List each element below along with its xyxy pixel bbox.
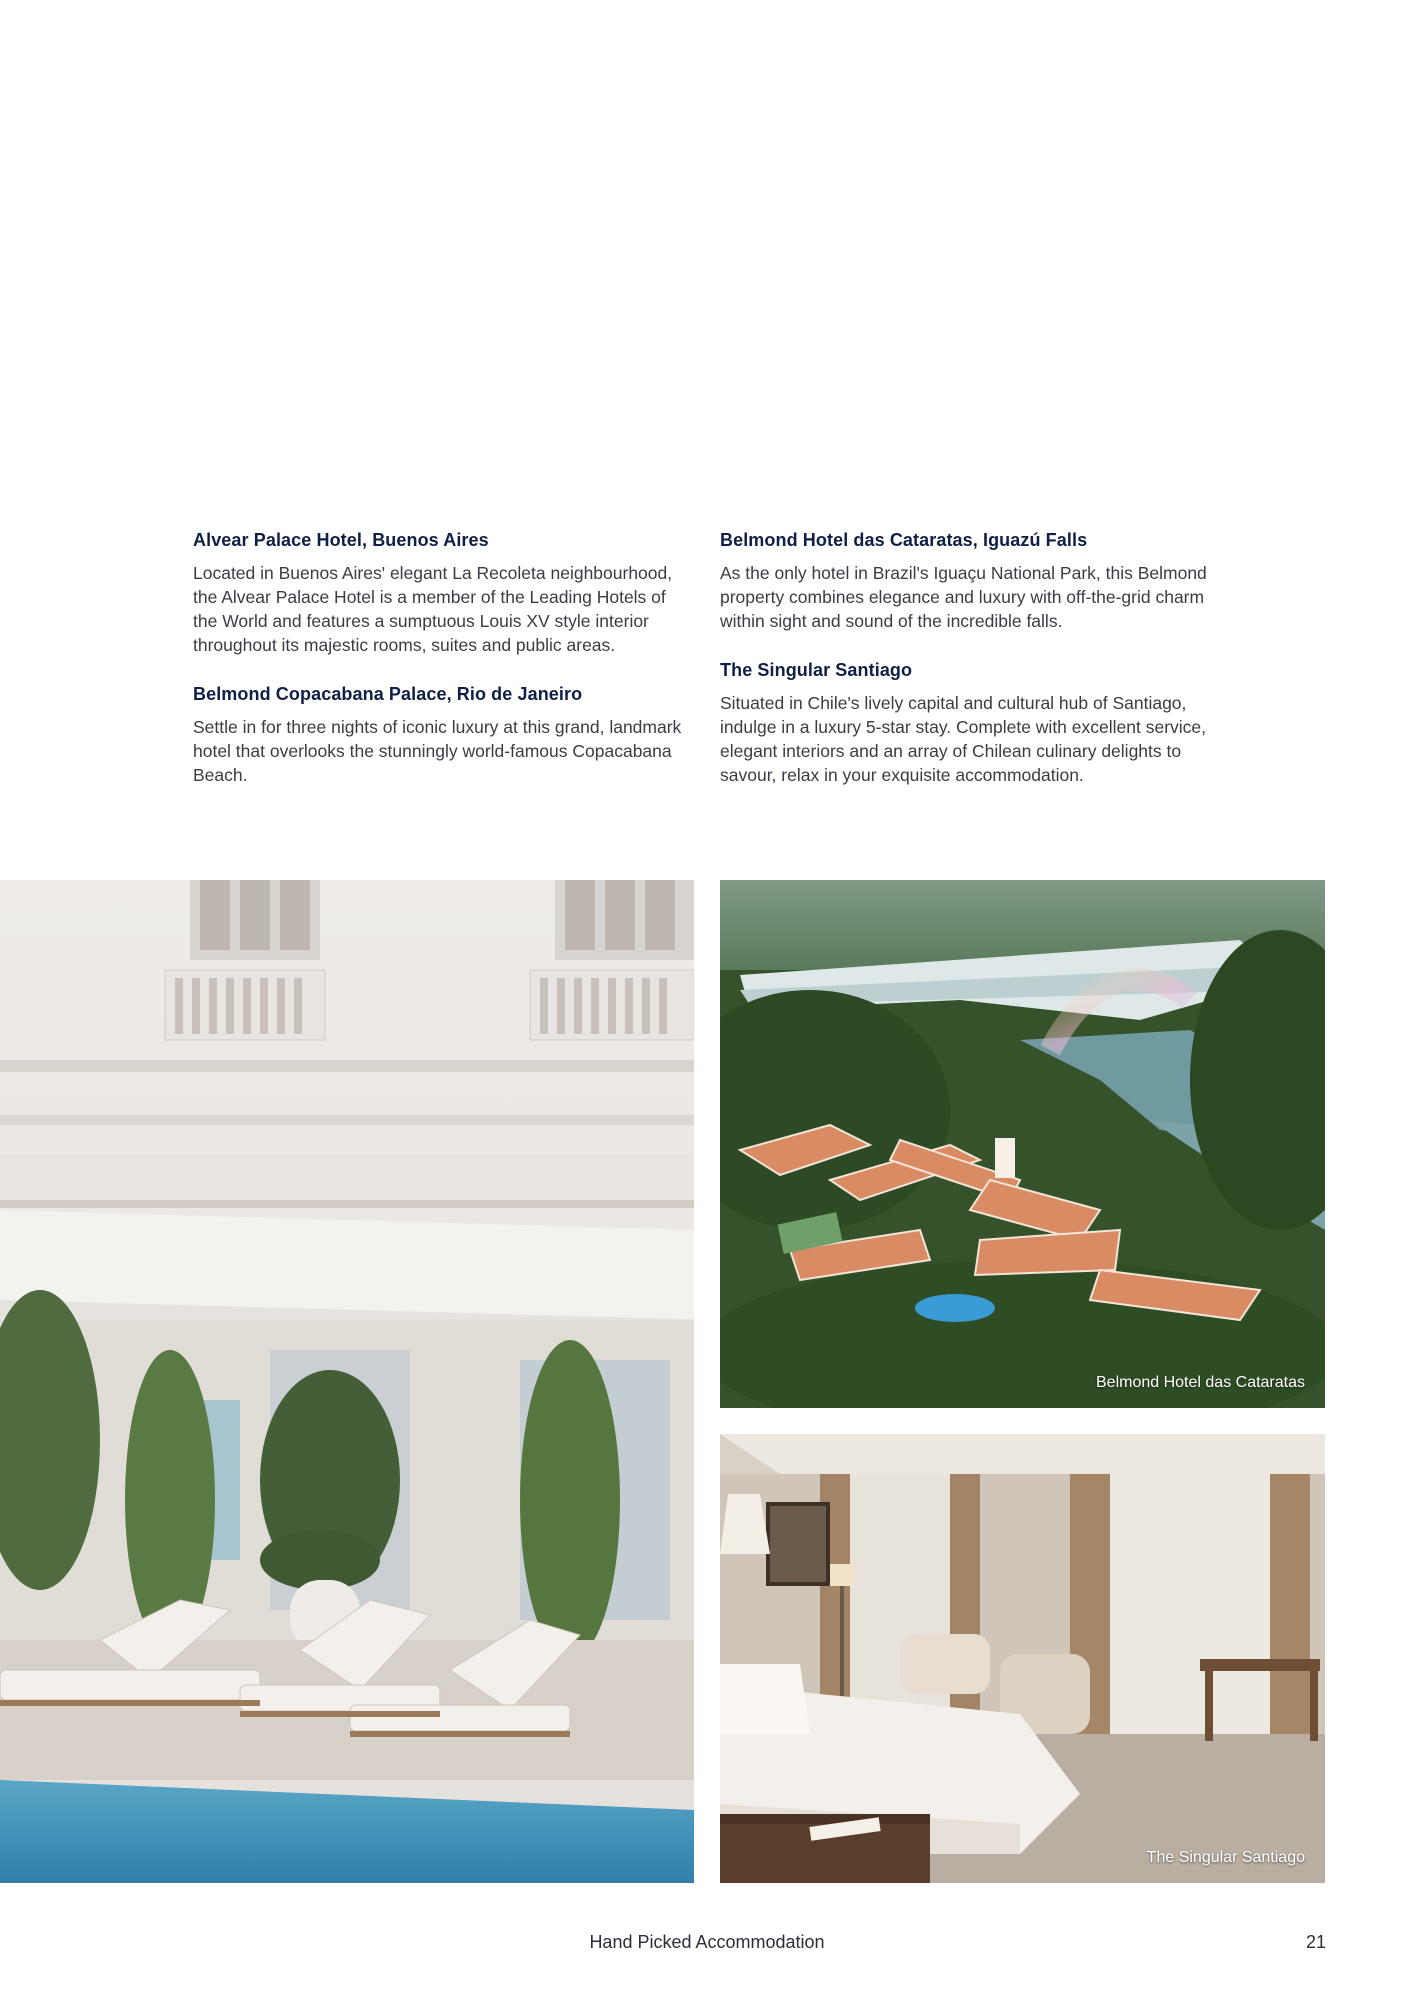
footer-section-title: Hand Picked Accommodation <box>589 1932 825 1952</box>
hotel-room-photo <box>720 1434 1325 1883</box>
hotel-description: Located in Buenos Aires' elegant La Recoleta neighbourhood, the Alvear Palace Hotel is a member of the Leading Hotels of the World and features a sumptuous Louis XV style interior throughout its majestic rooms, suites and public areas. <box>193 563 673 655</box>
hotel-title: Belmond Hotel das Cataratas, Iguazú Falls <box>720 530 1088 550</box>
hotel-entry-singular <box>720 660 1240 787</box>
pool-terrace-photo <box>0 880 694 1883</box>
hotel-description: Situated in Chile's lively capital and cultural hub of Santiago, indulge in a luxury 5-star stay. Complete with excellent service, elegant interiors and an array of Chilean culinary delights to savour, relax in your exquisite accommodation. <box>720 693 1207 785</box>
hotel-description: Settle in for three nights of iconic luxury at this grand, landmark hotel that overlooks the stunningly world-famous Copacabana Beach. <box>193 717 682 785</box>
hotel-title: Alvear Palace Hotel, Buenos Aires <box>193 530 489 550</box>
hotel-description: As the only hotel in Brazil's Iguaçu National Park, this Belmond property combines elegance and luxury with off-the-grid charm within sight and sound of the incredible falls. <box>720 563 1207 631</box>
room-photo-caption: The Singular Santiago <box>1146 1849 1305 1866</box>
hotel-entry-copacabana <box>193 684 683 787</box>
falls-photo-caption: Belmond Hotel das Cataratas <box>1096 1374 1305 1391</box>
hotel-entry-alvear <box>193 530 683 657</box>
left-text-column <box>193 530 683 814</box>
iguazu-falls-aerial-photo <box>720 880 1325 1408</box>
hotel-title: Belmond Copacabana Palace, Rio de Janeiro <box>193 684 583 704</box>
hotel-title: The Singular Santiago <box>720 660 913 680</box>
right-text-column <box>720 530 1240 814</box>
hotel-entry-cataratas <box>720 530 1240 633</box>
page-number: 21 <box>1305 1932 1326 1952</box>
